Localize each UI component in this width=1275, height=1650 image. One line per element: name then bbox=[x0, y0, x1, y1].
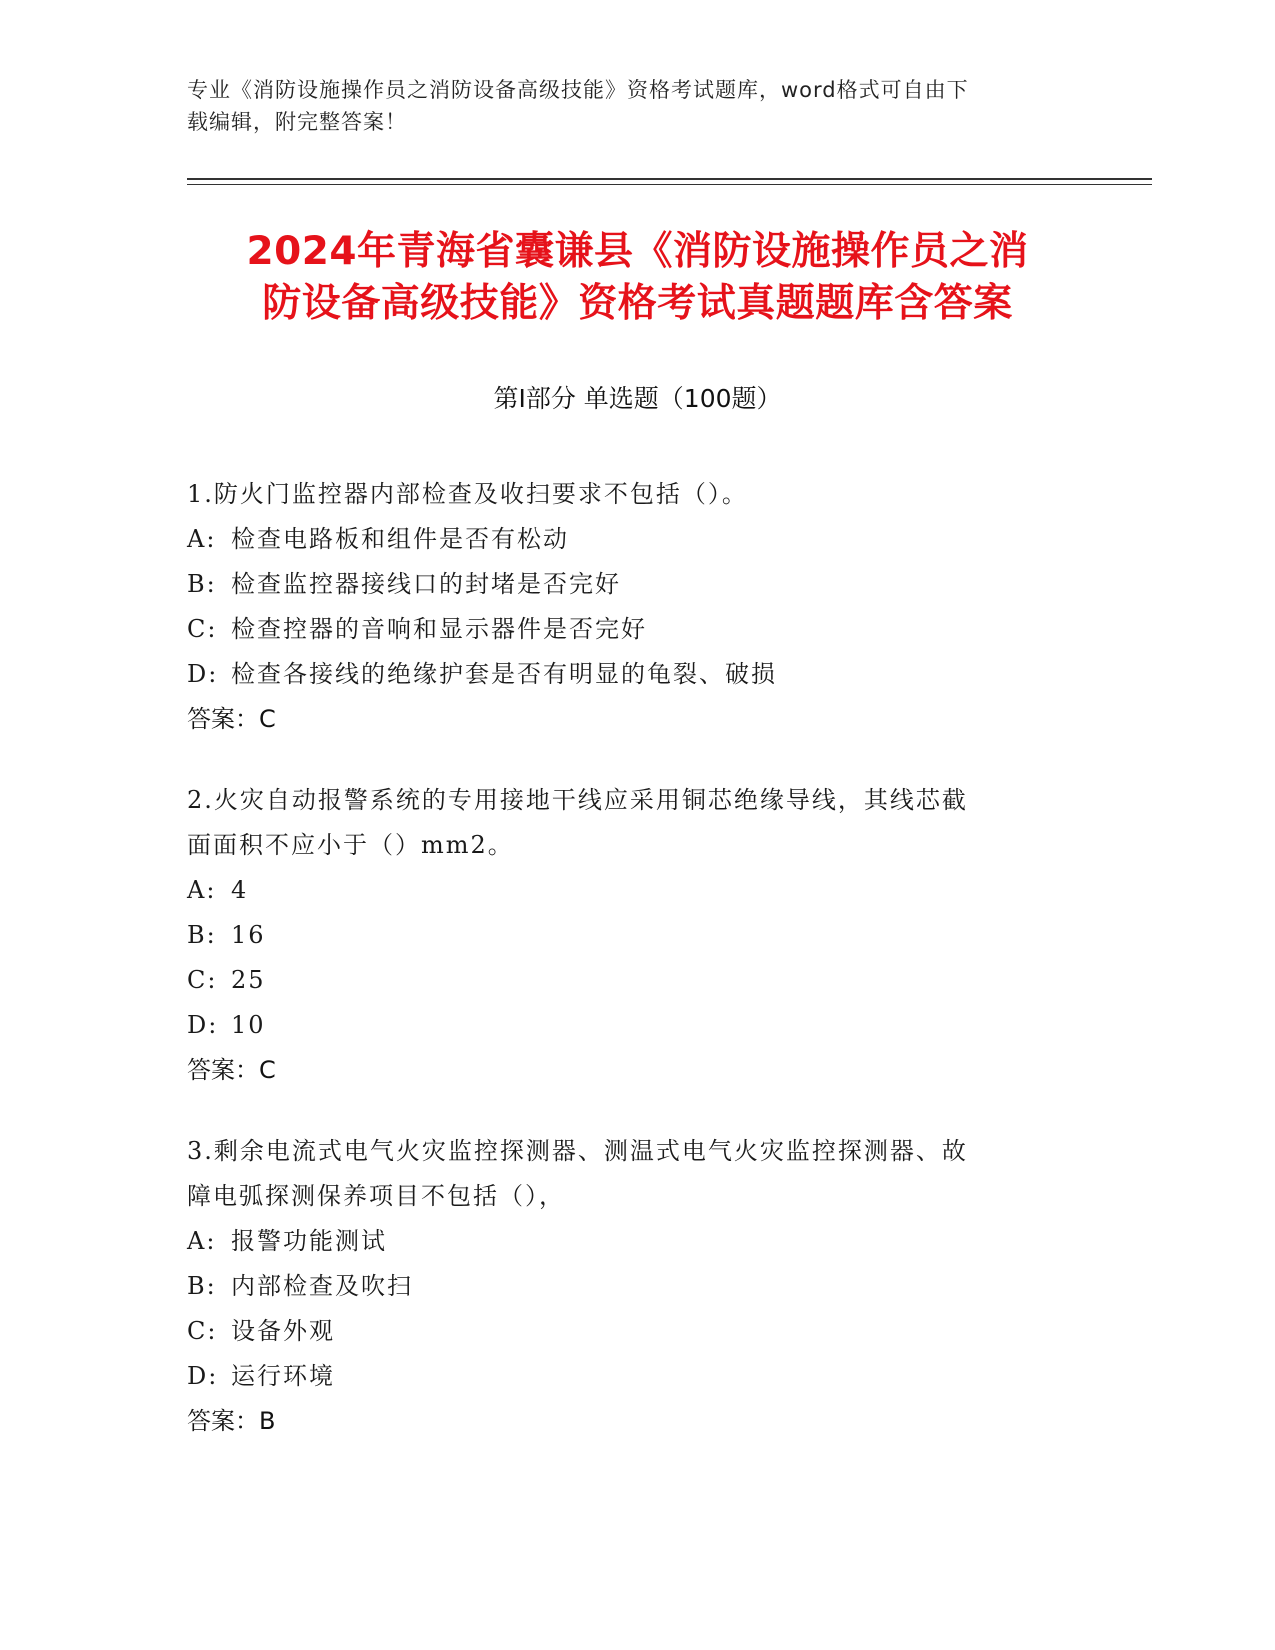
question-stem-line-1: 2.火灾自动报警系统的专用接地干线应采用铜芯绝缘导线，其线芯截 bbox=[187, 786, 968, 814]
question-1 bbox=[187, 472, 1067, 742]
option-letter: C: bbox=[187, 615, 218, 643]
option-a bbox=[187, 868, 1067, 913]
question-stem: 1.防火门监控器内部检查及收扫要求不包括（）。 bbox=[187, 480, 748, 508]
question-2 bbox=[187, 778, 1067, 1093]
question-stem-line-2: 面面积不应小于（）mm2。 bbox=[187, 831, 514, 859]
question-stem-line-1: 3.剩余电流式电气火灾监控探测器、测温式电气火灾监控探测器、故 bbox=[187, 1137, 968, 1165]
answer-line: 答案：C bbox=[187, 705, 276, 733]
section-title: 第Ⅰ部分 单选题（100题） bbox=[493, 384, 782, 413]
option-a bbox=[187, 1219, 1067, 1264]
option-letter: A: bbox=[187, 525, 217, 553]
document-title-line-2: 防设备高级技能》资格考试真题题库含答案 bbox=[262, 281, 1013, 326]
option-letter: D: bbox=[187, 1011, 219, 1039]
option-c bbox=[187, 607, 1067, 652]
question-list bbox=[187, 472, 1067, 1480]
answer-line: 答案：C bbox=[187, 1056, 276, 1084]
option-c bbox=[187, 1309, 1067, 1354]
option-b bbox=[187, 1264, 1067, 1309]
option-text: 设备外观 bbox=[231, 1317, 335, 1345]
option-text: 报警功能测试 bbox=[231, 1227, 387, 1255]
header-note-line-2: 载编辑，附完整答案！ bbox=[187, 110, 407, 134]
option-letter: C: bbox=[187, 966, 218, 994]
question-3 bbox=[187, 1129, 1067, 1444]
option-letter: B: bbox=[187, 1272, 217, 1300]
option-text: 检查电路板和组件是否有松动 bbox=[231, 525, 569, 553]
question-stem-line-2: 障电弧探测保养项目不包括（）， bbox=[187, 1182, 565, 1210]
header-divider-thick bbox=[187, 178, 1152, 180]
option-text: 4 bbox=[231, 876, 249, 904]
option-text: 检查各接线的绝缘护套是否有明显的龟裂、破损 bbox=[231, 660, 777, 688]
option-letter: D: bbox=[187, 1362, 219, 1390]
document-title-line-1: 2024年青海省囊谦县《消防设施操作员之消 bbox=[246, 229, 1029, 274]
option-letter: C: bbox=[187, 1317, 218, 1345]
option-letter: B: bbox=[187, 570, 217, 598]
option-b bbox=[187, 562, 1067, 607]
header-note bbox=[187, 74, 1087, 138]
option-text: 运行环境 bbox=[231, 1362, 335, 1390]
document-title bbox=[140, 226, 1135, 330]
option-d bbox=[187, 652, 1067, 697]
option-letter: A: bbox=[187, 876, 217, 904]
answer-line: 答案：B bbox=[187, 1407, 276, 1435]
option-c bbox=[187, 958, 1067, 1003]
option-letter: A: bbox=[187, 1227, 217, 1255]
option-text: 16 bbox=[231, 921, 266, 949]
header-note-line-1: 专业《消防设施操作员之消防设备高级技能》资格考试题库，word格式可自由下 bbox=[187, 78, 969, 102]
option-text: 25 bbox=[231, 966, 266, 994]
option-d bbox=[187, 1354, 1067, 1399]
option-a bbox=[187, 517, 1067, 562]
option-letter: B: bbox=[187, 921, 217, 949]
option-b bbox=[187, 913, 1067, 958]
option-d bbox=[187, 1003, 1067, 1048]
option-text: 10 bbox=[231, 1011, 266, 1039]
option-text: 内部检查及吹扫 bbox=[231, 1272, 413, 1300]
option-text: 检查监控器接线口的封堵是否完好 bbox=[231, 570, 621, 598]
header-divider-thin bbox=[187, 184, 1152, 185]
option-text: 检查控器的音响和显示器件是否完好 bbox=[231, 615, 647, 643]
option-letter: D: bbox=[187, 660, 219, 688]
